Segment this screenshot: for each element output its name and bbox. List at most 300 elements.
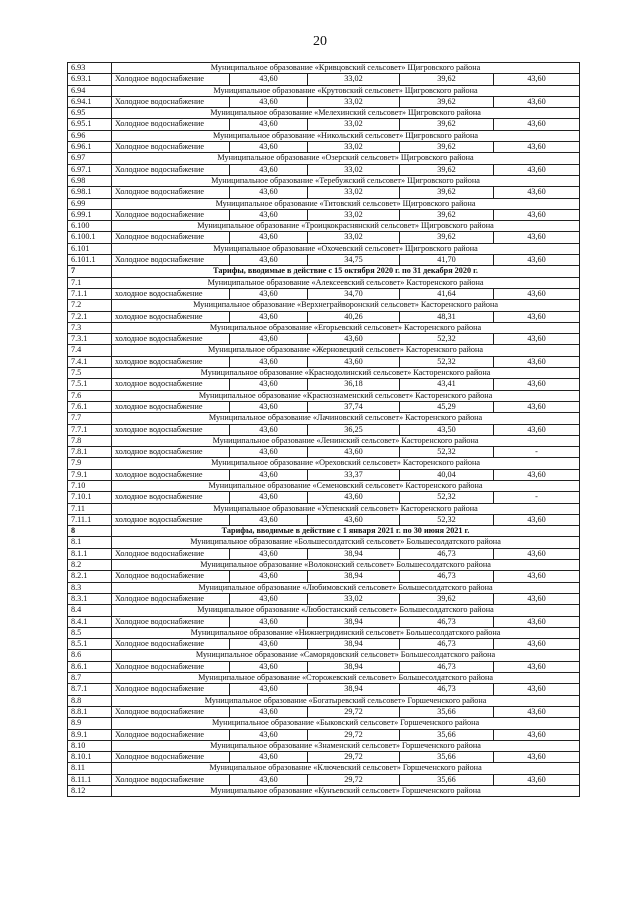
table-row-municipality (68, 345, 580, 356)
tariff-value: 52,32 (400, 514, 494, 525)
tariff-value: 43,60 (230, 514, 308, 525)
table-row-municipality (68, 130, 580, 141)
row-number: 7.11 (68, 503, 112, 514)
service-name: холодное водоснабжение (112, 424, 230, 435)
row-number: 8.9.1 (68, 729, 112, 740)
service-name: холодное водоснабжение (112, 334, 230, 345)
tariff-value: 43,60 (230, 119, 308, 130)
tariff-value: 33,02 (308, 142, 400, 153)
tariff-value: 38,94 (308, 571, 400, 582)
table-row-section-heading (68, 526, 580, 537)
municipality-title: Муниципальное образование «Троицкокраснянский сельсовет» Щигровского района (112, 221, 580, 232)
table-row-service (68, 142, 580, 153)
service-name: холодное водоснабжение (112, 379, 230, 390)
table-row-municipality (68, 458, 580, 469)
table-row-service (68, 74, 580, 85)
tariff-value: 34,70 (308, 288, 400, 299)
row-number: 7.5.1 (68, 379, 112, 390)
tariff-value: 34,75 (308, 255, 400, 266)
table-row-municipality (68, 537, 580, 548)
row-number: 8.8.1 (68, 706, 112, 717)
service-name: Холодное водоснабжение (112, 232, 230, 243)
tariff-value: 43,60 (308, 492, 400, 503)
tariff-value: 33,02 (308, 74, 400, 85)
table-row-municipality (68, 718, 580, 729)
table-row-service (68, 514, 580, 525)
row-number: 8.1.1 (68, 548, 112, 559)
row-number: 7.5 (68, 368, 112, 379)
tariff-value: 43,60 (494, 119, 580, 130)
table-row-service (68, 774, 580, 785)
municipality-title: Муниципальное образование «Успенский сельсовет» Касторенского района (112, 503, 580, 514)
tariff-value: 38,94 (308, 639, 400, 650)
tariff-value: 43,60 (494, 356, 580, 367)
tariff-value: 43,60 (494, 752, 580, 763)
tariff-value: 43,60 (230, 571, 308, 582)
row-number: 6.97.1 (68, 164, 112, 175)
row-number: 8.3 (68, 582, 112, 593)
tariff-value: 39,62 (400, 142, 494, 153)
tariff-value: 29,72 (308, 774, 400, 785)
municipality-title: Муниципальное образование «Ореховский сельсовет» Касторенского района (112, 458, 580, 469)
tariff-value: 43,60 (308, 514, 400, 525)
table-row-service (68, 187, 580, 198)
row-number: 8.2.1 (68, 571, 112, 582)
table-row-section-heading (68, 266, 580, 277)
tariff-value: 39,62 (400, 187, 494, 198)
table-row-service (68, 593, 580, 604)
row-number: 7.1.1 (68, 288, 112, 299)
table-row-service (68, 255, 580, 266)
table-row-municipality (68, 413, 580, 424)
table-row-municipality (68, 560, 580, 571)
tariff-value: 35,66 (400, 706, 494, 717)
tariff-value: 43,60 (494, 684, 580, 695)
row-number: 6.94 (68, 85, 112, 96)
row-number: 7.4.1 (68, 356, 112, 367)
municipality-title: Муниципальное образование «Озерский сельсовет» Щигровского района (112, 153, 580, 164)
tariff-value: 43,60 (230, 187, 308, 198)
row-number: 7.11.1 (68, 514, 112, 525)
table-row-service (68, 752, 580, 763)
table-row-service (68, 661, 580, 672)
service-name: Холодное водоснабжение (112, 74, 230, 85)
tariff-value: 48,31 (400, 311, 494, 322)
row-number: 6.95 (68, 108, 112, 119)
municipality-title: Муниципальное образование «Краснознаменский сельсовет» Касторенского района (112, 390, 580, 401)
table-row-service (68, 209, 580, 220)
row-number: 6.101 (68, 243, 112, 254)
service-name: Холодное водоснабжение (112, 706, 230, 717)
tariff-value: - (494, 492, 580, 503)
table-row-service (68, 684, 580, 695)
municipality-title: Муниципальное образование «Большесолдатский сельсовет» Большесолдатского района (112, 537, 580, 548)
row-number: 8.7.1 (68, 684, 112, 695)
municipality-title: Муниципальное образование «Краснодолинский сельсовет» Касторенского района (112, 368, 580, 379)
row-number: 8.9 (68, 718, 112, 729)
tariff-value: 43,60 (230, 661, 308, 672)
row-number: 7 (68, 266, 112, 277)
row-number: 8.8 (68, 695, 112, 706)
row-number: 7.7 (68, 413, 112, 424)
row-number: 6.93.1 (68, 74, 112, 85)
tariff-value: 43,60 (494, 571, 580, 582)
tariff-value: - (494, 447, 580, 458)
tariff-value: 52,32 (400, 447, 494, 458)
tariff-value: 43,60 (494, 209, 580, 220)
table-row-municipality (68, 763, 580, 774)
tariff-value: 43,60 (230, 356, 308, 367)
row-number: 7.9 (68, 458, 112, 469)
table-row-municipality (68, 277, 580, 288)
table-row-service (68, 706, 580, 717)
municipality-title: Муниципальное образование «Егорьевский сельсовет» Касторенского района (112, 322, 580, 333)
table-row-municipality (68, 322, 580, 333)
tariff-value: 37,74 (308, 401, 400, 412)
tariff-value: 43,60 (494, 514, 580, 525)
table-row-municipality (68, 85, 580, 96)
tariff-value: 38,94 (308, 616, 400, 627)
tariff-value: 43,60 (494, 288, 580, 299)
tariff-value: 43,60 (230, 401, 308, 412)
tariff-value: 35,66 (400, 774, 494, 785)
row-number: 7.10.1 (68, 492, 112, 503)
tariff-table-body (68, 63, 580, 797)
tariff-value: 33,37 (308, 469, 400, 480)
row-number: 6.100.1 (68, 232, 112, 243)
tariff-value: 52,32 (400, 356, 494, 367)
tariff-value: 45,29 (400, 401, 494, 412)
tariff-value: 35,66 (400, 752, 494, 763)
tariff-value: 33,02 (308, 119, 400, 130)
table-row-service (68, 548, 580, 559)
tariff-value: 43,41 (400, 379, 494, 390)
service-name: Холодное водоснабжение (112, 187, 230, 198)
tariff-value: 43,60 (494, 593, 580, 604)
tariff-value: 43,60 (230, 752, 308, 763)
row-number: 7.2.1 (68, 311, 112, 322)
tariff-value: 36,25 (308, 424, 400, 435)
municipality-title: Муниципальное образование «Алексеевский сельсовет» Касторенского района (112, 277, 580, 288)
tariff-value: 33,02 (308, 164, 400, 175)
table-row-municipality (68, 786, 580, 797)
table-row-municipality (68, 63, 580, 74)
table-row-municipality (68, 175, 580, 186)
tariff-value: 43,60 (494, 706, 580, 717)
row-number: 8.12 (68, 786, 112, 797)
service-name: Холодное водоснабжение (112, 616, 230, 627)
row-number: 6.95.1 (68, 119, 112, 130)
tariff-value: 52,32 (400, 492, 494, 503)
municipality-title: Муниципальное образование «Саморядовский сельсовет» Большесолдатского района (112, 650, 580, 661)
service-name: Холодное водоснабжение (112, 639, 230, 650)
municipality-title: Муниципальное образование «Крутовский сельсовет» Щигровского района (112, 85, 580, 96)
service-name: Холодное водоснабжение (112, 774, 230, 785)
service-name: холодное водоснабжение (112, 492, 230, 503)
table-row-service (68, 401, 580, 412)
row-number: 6.99 (68, 198, 112, 209)
tariff-value: 29,72 (308, 729, 400, 740)
row-number: 8.1 (68, 537, 112, 548)
service-name: Холодное водоснабжение (112, 571, 230, 582)
tariff-value: 29,72 (308, 706, 400, 717)
tariff-value: 43,60 (494, 379, 580, 390)
service-name: Холодное водоснабжение (112, 729, 230, 740)
table-row-municipality (68, 673, 580, 684)
table-row-service (68, 288, 580, 299)
tariff-value: 43,60 (308, 334, 400, 345)
tariff-value: 43,60 (494, 74, 580, 85)
table-row-municipality (68, 605, 580, 616)
tariff-value: 43,60 (494, 311, 580, 322)
tariff-value: 52,32 (400, 334, 494, 345)
tariff-value: 43,60 (230, 74, 308, 85)
tariff-value: 43,60 (230, 469, 308, 480)
tariff-value: 43,60 (494, 334, 580, 345)
table-row-service (68, 334, 580, 345)
tariff-value: 46,73 (400, 571, 494, 582)
table-row-municipality (68, 108, 580, 119)
tariff-value: 41,70 (400, 255, 494, 266)
table-row-service (68, 729, 580, 740)
table-row-service (68, 616, 580, 627)
tariff-value: 33,02 (308, 593, 400, 604)
table-row-service (68, 164, 580, 175)
tariff-value: 43,60 (230, 96, 308, 107)
table-row-municipality (68, 243, 580, 254)
tariff-value: 43,60 (230, 424, 308, 435)
tariff-value: 43,60 (230, 379, 308, 390)
tariff-value: 46,73 (400, 639, 494, 650)
service-name: холодное водоснабжение (112, 356, 230, 367)
tariff-value: 39,62 (400, 593, 494, 604)
table-row-service (68, 571, 580, 582)
tariff-value: 39,62 (400, 232, 494, 243)
tariff-value: 33,02 (308, 96, 400, 107)
row-number: 7.9.1 (68, 469, 112, 480)
table-row-municipality (68, 368, 580, 379)
tariff-value: 43,60 (494, 401, 580, 412)
municipality-title: Муниципальное образование «Охочевский сельсовет» Щигровского района (112, 243, 580, 254)
page-number: 20 (313, 34, 327, 49)
table-row-service (68, 447, 580, 458)
row-number: 8.6.1 (68, 661, 112, 672)
tariff-value: 43,60 (230, 209, 308, 220)
municipality-title: Муниципальное образование «Жерновецкий сельсовет» Касторенского района (112, 345, 580, 356)
tariff-value: 43,60 (230, 334, 308, 345)
row-number: 7.7.1 (68, 424, 112, 435)
row-number: 7.6 (68, 390, 112, 401)
row-number: 7.1 (68, 277, 112, 288)
tariff-value: 38,94 (308, 661, 400, 672)
row-number: 8.7 (68, 673, 112, 684)
row-number: 6.96.1 (68, 142, 112, 153)
table-row-municipality (68, 300, 580, 311)
service-name: холодное водоснабжение (112, 447, 230, 458)
row-number: 7.10 (68, 480, 112, 491)
tariff-value: 43,60 (230, 447, 308, 458)
municipality-title: Муниципальное образование «Титовский сельсовет» Щигровского района (112, 198, 580, 209)
municipality-title: Муниципальное образование «Волоконский сельсовет» Большесолдатского района (112, 560, 580, 571)
table-row-service (68, 311, 580, 322)
tariff-value: 43,60 (494, 729, 580, 740)
municipality-title: Муниципальное образование «Кунъевский сельсовет» Горшеченского района (112, 786, 580, 797)
table-row-service (68, 356, 580, 367)
service-name: Холодное водоснабжение (112, 164, 230, 175)
row-number: 6.98.1 (68, 187, 112, 198)
row-number: 7.8 (68, 435, 112, 446)
service-name: Холодное водоснабжение (112, 548, 230, 559)
tariff-value: 43,60 (494, 639, 580, 650)
municipality-title: Муниципальное образование «Никольский сельсовет» Щигровского района (112, 130, 580, 141)
service-name: Холодное водоснабжение (112, 661, 230, 672)
row-number: 8.2 (68, 560, 112, 571)
row-number: 8.5 (68, 627, 112, 638)
tariff-value: 43,60 (230, 774, 308, 785)
row-number: 7.3.1 (68, 334, 112, 345)
tariff-value: 43,60 (230, 288, 308, 299)
municipality-title: Муниципальное образование «Кривцовский сельсовет» Щигровского района (112, 63, 580, 74)
service-name: холодное водоснабжение (112, 311, 230, 322)
service-name: Холодное водоснабжение (112, 142, 230, 153)
tariff-value: 43,60 (230, 255, 308, 266)
tariff-value: 43,60 (230, 492, 308, 503)
row-number: 6.101.1 (68, 255, 112, 266)
table-row-service (68, 424, 580, 435)
section-title: Тарифы, вводимые в действие с 1 января 2021 г. по 30 июня 2021 г. (112, 526, 580, 537)
table-row-municipality (68, 582, 580, 593)
tariff-value: 39,62 (400, 209, 494, 220)
municipality-title: Муниципальное образование «Ключевский сельсовет» Горшеченского района (112, 763, 580, 774)
table-row-municipality (68, 198, 580, 209)
table-row-municipality (68, 503, 580, 514)
service-name: холодное водоснабжение (112, 514, 230, 525)
tariff-value: 40,04 (400, 469, 494, 480)
tariff-value: 43,60 (230, 548, 308, 559)
municipality-title: Муниципальное образование «Любимовский сельсовет» Большесолдатского района (112, 582, 580, 593)
row-number: 8.10 (68, 740, 112, 751)
section-title: Тарифы, вводимые в действие с 15 октября 2020 г. по 31 декабря 2020 г. (112, 266, 580, 277)
tariff-value: 43,60 (494, 661, 580, 672)
tariff-value: 43,60 (494, 142, 580, 153)
service-name: холодное водоснабжение (112, 469, 230, 480)
row-number: 8.4 (68, 605, 112, 616)
row-number: 8.3.1 (68, 593, 112, 604)
municipality-title: Муниципальное образование «Семеновский сельсовет» Касторенского района (112, 480, 580, 491)
row-number: 8.11.1 (68, 774, 112, 785)
service-name: холодное водоснабжение (112, 288, 230, 299)
tariff-value: 43,60 (230, 706, 308, 717)
table-row-service (68, 492, 580, 503)
tariff-table (67, 62, 580, 797)
tariff-value: 39,62 (400, 74, 494, 85)
table-row-service (68, 379, 580, 390)
tariff-value: 38,94 (308, 548, 400, 559)
tariff-value: 43,60 (230, 311, 308, 322)
tariff-value: 43,60 (230, 616, 308, 627)
table-row-service (68, 119, 580, 130)
tariff-value: 46,73 (400, 616, 494, 627)
row-number: 8.4.1 (68, 616, 112, 627)
tariff-value: 43,60 (230, 593, 308, 604)
tariff-value: 43,60 (494, 424, 580, 435)
tariff-value: 43,60 (308, 356, 400, 367)
row-number: 7.3 (68, 322, 112, 333)
table-row-municipality (68, 390, 580, 401)
row-number: 8.5.1 (68, 639, 112, 650)
municipality-title: Муниципальное образование «Мелехинский сельсовет» Щигровского района (112, 108, 580, 119)
tariff-value: 43,60 (494, 255, 580, 266)
tariff-value: 43,60 (494, 164, 580, 175)
tariff-value: 41,64 (400, 288, 494, 299)
table-row-municipality (68, 695, 580, 706)
tariff-value: 43,60 (494, 187, 580, 198)
tariff-value: 46,73 (400, 661, 494, 672)
tariff-value: 43,50 (400, 424, 494, 435)
tariff-value: 43,60 (230, 142, 308, 153)
tariff-value: 43,60 (494, 96, 580, 107)
table-row-municipality (68, 480, 580, 491)
service-name: Холодное водоснабжение (112, 684, 230, 695)
service-name: Холодное водоснабжение (112, 255, 230, 266)
tariff-value: 40,26 (308, 311, 400, 322)
table-row-service (68, 96, 580, 107)
row-number: 6.98 (68, 175, 112, 186)
tariff-value: 33,02 (308, 232, 400, 243)
table-row-service (68, 469, 580, 480)
row-number: 8.10.1 (68, 752, 112, 763)
table-row-municipality (68, 221, 580, 232)
municipality-title: Муниципальное образование «Сторожевский сельсовет» Большесолдатского района (112, 673, 580, 684)
tariff-value: 36,18 (308, 379, 400, 390)
tariff-value: 43,60 (230, 639, 308, 650)
row-number: 6.94.1 (68, 96, 112, 107)
row-number: 8 (68, 526, 112, 537)
tariff-value: 43,60 (494, 548, 580, 559)
tariff-value: 43,60 (230, 164, 308, 175)
tariff-value: 39,62 (400, 119, 494, 130)
tariff-value: 43,60 (494, 232, 580, 243)
municipality-title: Муниципальное образование «Богатыревский сельсовет» Горшеченского района (112, 695, 580, 706)
table-row-service (68, 232, 580, 243)
municipality-title: Муниципальное образование «Любостанский сельсовет» Большесолдатского района (112, 605, 580, 616)
table-row-municipality (68, 650, 580, 661)
table-row-municipality (68, 740, 580, 751)
row-number: 6.99.1 (68, 209, 112, 220)
tariff-value: 43,60 (230, 729, 308, 740)
table-row-service (68, 639, 580, 650)
row-number: 6.96 (68, 130, 112, 141)
row-number: 7.4 (68, 345, 112, 356)
municipality-title: Муниципальное образование «Лачиновский сельсовет» Касторенского района (112, 413, 580, 424)
tariff-value: 43,60 (494, 469, 580, 480)
service-name: Холодное водоснабжение (112, 209, 230, 220)
tariff-value: 35,66 (400, 729, 494, 740)
row-number: 6.93 (68, 63, 112, 74)
row-number: 7.6.1 (68, 401, 112, 412)
row-number: 8.6 (68, 650, 112, 661)
table-row-municipality (68, 435, 580, 446)
row-number: 7.8.1 (68, 447, 112, 458)
tariff-value: 43,60 (494, 774, 580, 785)
tariff-value: 46,73 (400, 548, 494, 559)
tariff-value: 43,60 (308, 447, 400, 458)
municipality-title: Муниципальное образование «Ленинский сельсовет» Касторенского района (112, 435, 580, 446)
tariff-value: 39,62 (400, 164, 494, 175)
municipality-title: Муниципальное образование «Теребужский сельсовет» Щигровского района (112, 175, 580, 186)
row-number: 6.100 (68, 221, 112, 232)
service-name: Холодное водоснабжение (112, 752, 230, 763)
